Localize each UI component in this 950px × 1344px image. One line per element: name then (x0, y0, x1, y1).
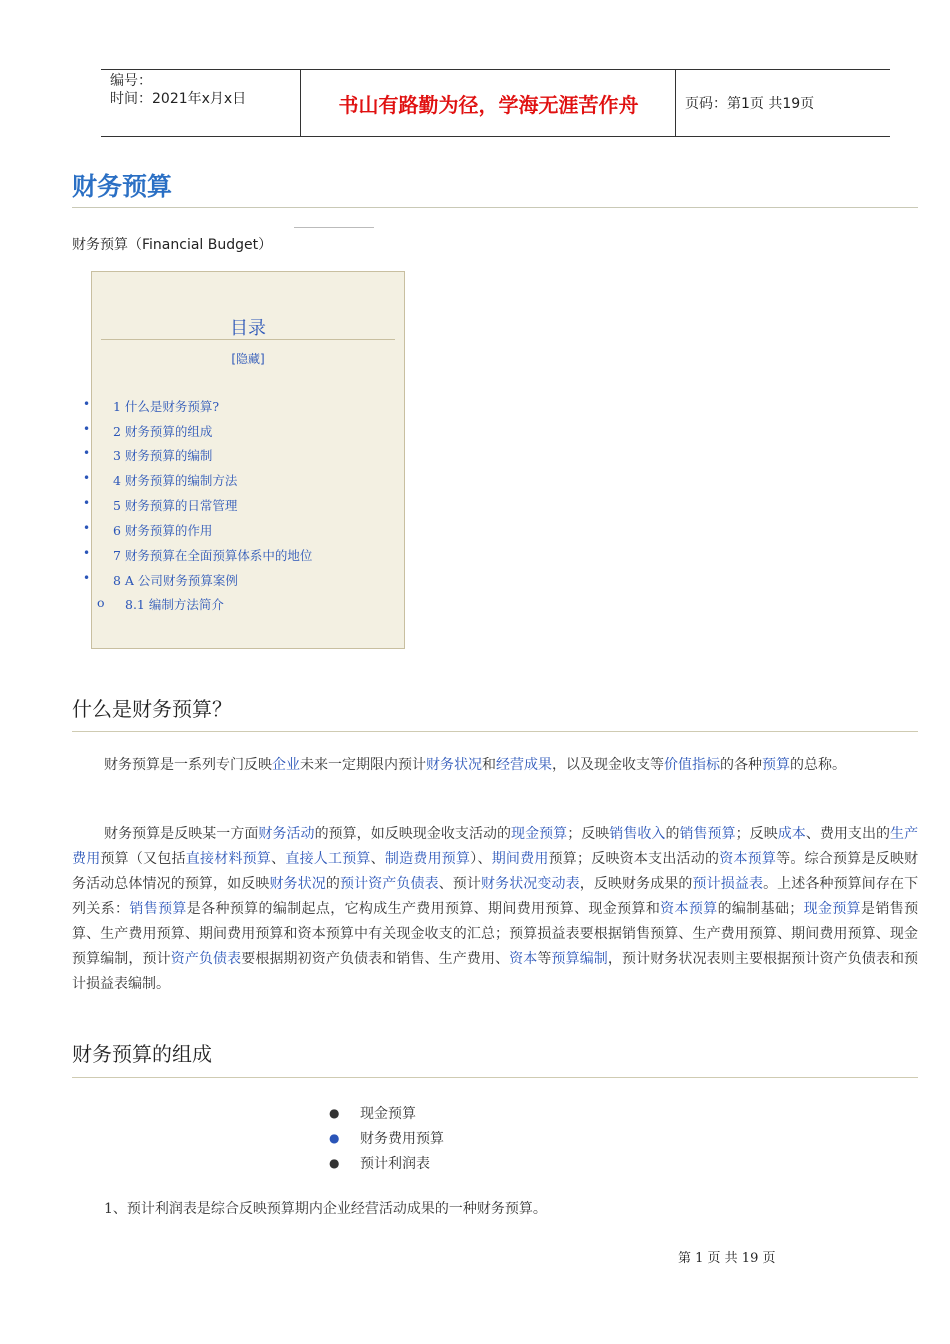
page-title: 财务预算 (72, 172, 173, 201)
bullet-icon: • (83, 471, 91, 485)
paragraph-text: 、费用支出的 (805, 826, 891, 842)
paragraph-text: ）、 (470, 851, 492, 867)
component-item-financial-expense-budget[interactable]: 财务费用预算 (360, 1131, 444, 1147)
header-meta (101, 70, 301, 136)
paragraph-text: 财务预算是一系列专门反映 (104, 757, 272, 773)
paragraph-text: 、预计 (438, 876, 481, 892)
section-divider (72, 731, 918, 732)
section-heading-composition: 财务预算的组成 (72, 1042, 212, 1066)
paragraph-text: 。上述各种预算间存在下列关系： (72, 876, 919, 917)
paragraph-text: 的预算，如反映现金收支活动的 (314, 826, 512, 842)
paragraph-text: ，以及现金收支等 (552, 757, 664, 773)
paragraph-text: ；反映 (567, 826, 610, 842)
paragraph-text: ，预计财务状况表则主要根据预计资产负债表和预计损益表编制。 (72, 951, 919, 992)
section-divider (72, 1077, 918, 1078)
bullet-icon: • (83, 496, 91, 510)
paragraph-text: 等 (537, 951, 552, 967)
toc-title: 目录 (230, 318, 266, 339)
short-divider (294, 227, 374, 228)
component-item-cash-budget: 现金预算 (360, 1106, 416, 1122)
bullet-icon: • (83, 546, 91, 560)
paragraph-text: 的编制基础； (717, 901, 804, 917)
bullet-icon: ● (329, 1106, 340, 1120)
bullet-icon: • (83, 422, 91, 436)
bullet-icon: • (83, 571, 91, 585)
inline-link[interactable]: 销售预算 (129, 901, 187, 917)
inline-link[interactable]: 销售收入 (609, 826, 666, 842)
bullet-icon: ● (329, 1156, 340, 1170)
inline-link[interactable]: 销售预算 (679, 826, 736, 842)
toc-item-3[interactable]: 3 财务预算的编制 (113, 448, 213, 463)
paragraph-text: 的总称。 (790, 757, 846, 773)
paragraph-text: 预算；反映资本支出活动的 (548, 851, 720, 867)
inline-link[interactable]: 财务状况 (426, 757, 482, 773)
inline-link[interactable]: 期间费用 (491, 851, 549, 867)
paragraph-text: 财务预算是反映某一方面 (104, 826, 259, 842)
section-heading-what-is: 什么是财务预算？ (72, 697, 232, 721)
sub-bullet-icon: o (97, 595, 105, 610)
toc-item-8[interactable]: 8 A 公司财务预算案例 (113, 573, 238, 588)
inline-link[interactable]: 经营成果 (496, 757, 552, 773)
paragraph-text: 要根据期初资产负债表和销售、生产费用、 (241, 951, 510, 967)
page-footer: 第 1 页 共 19 页 (678, 1251, 776, 1266)
inline-link[interactable]: 资本预算 (660, 901, 718, 917)
header-motto: 书山有路勤为径，学海无涯苦作舟 (302, 70, 676, 136)
document-header (101, 69, 890, 137)
toc-item-2[interactable]: 2 财务预算的组成 (113, 424, 213, 439)
inline-link[interactable]: 成本 (777, 826, 806, 842)
paragraph-text: ；反映 (735, 826, 778, 842)
time-label: 时间：2021年x月x日 (110, 91, 247, 107)
toc-hide-link[interactable]: [隐藏] (231, 352, 265, 366)
inline-link[interactable]: 价值指标 (664, 757, 720, 773)
paragraph-text: 预算（又包括 (100, 851, 186, 867)
inline-link[interactable]: 生产费用 (72, 826, 919, 867)
inline-link[interactable]: 财务活动 (258, 826, 315, 842)
page-subtitle: 财务预算（Financial Budget） (72, 237, 273, 253)
inline-link[interactable]: 资本 (509, 951, 538, 967)
toc-item-7[interactable]: 7 财务预算在全面预算体系中的地位 (113, 548, 313, 563)
inline-link[interactable]: 预计损益表 (692, 876, 764, 892)
inline-link[interactable]: 制造费用预算 (384, 851, 471, 867)
paragraph-text: 和 (482, 757, 496, 773)
paragraph-text: 、 (370, 851, 385, 867)
header-page-info: 页码：第1页 共19页 (685, 96, 815, 112)
toc-item-6[interactable]: 6 财务预算的作用 (113, 523, 213, 538)
inline-link[interactable]: 财务状况变动表 (481, 876, 580, 892)
inline-link[interactable]: 企业 (272, 757, 300, 773)
paragraph-text: 等。综合预算是反映财务活动总体情况的预算，如反映 (72, 851, 919, 892)
paragraph-text: 的 (325, 876, 340, 892)
inline-link[interactable]: 资本预算 (719, 851, 777, 867)
inline-link[interactable]: 直接人工预算 (285, 851, 371, 867)
toc-divider (101, 339, 395, 340)
paragraph-income-statement: 1、预计利润表是综合反映预算期内企业经营活动成果的一种财务预算。 (104, 1201, 547, 1217)
inline-link[interactable]: 预计资产负债表 (339, 876, 439, 892)
toc-subitem-8-1[interactable]: 8.1 编制方法简介 (125, 597, 224, 612)
inline-link[interactable]: 现金预算 (803, 901, 862, 917)
paragraph-text: 是各种预算的编制起点，它构成生产费用预算、期间费用预算、现金预算和 (186, 901, 661, 917)
paragraph-text: 的各种 (720, 757, 762, 773)
title-divider (72, 207, 918, 208)
paragraph-text: 是销售预算、生产费用预算、期间费用预算和资本预算中有关现金收支的汇总；预算损益表要根据销售预算、生产费用预算、期间费用预算、现金预算编制，预计 (72, 901, 919, 967)
paragraph-relations-body (72, 826, 918, 992)
component-item-projected-income-statement: 预计利润表 (360, 1156, 430, 1172)
paragraph-text: 未来一定期限内预计 (300, 757, 426, 773)
inline-link[interactable]: 现金预算 (511, 826, 568, 842)
inline-link[interactable]: 直接材料预算 (185, 851, 272, 867)
inline-link[interactable]: 预算编制 (551, 951, 608, 967)
bullet-icon: • (83, 521, 91, 535)
inline-link[interactable]: 预算 (762, 757, 790, 773)
paragraph-text: 、 (271, 851, 286, 867)
paragraph-relations (72, 822, 918, 997)
bullet-icon: ● (329, 1131, 340, 1145)
inline-link[interactable]: 财务状况 (269, 876, 326, 892)
paragraph-definition-body (104, 757, 846, 773)
toc-item-1[interactable]: 1 什么是财务预算? (113, 399, 220, 414)
paragraph-text: 的 (665, 826, 680, 842)
paragraph-definition (72, 753, 918, 778)
paragraph-text: ，反映财务成果的 (579, 876, 693, 892)
bullet-icon: • (83, 446, 91, 460)
inline-link[interactable]: 资产负债表 (170, 951, 242, 967)
toc-item-5[interactable]: 5 财务预算的日常管理 (113, 498, 238, 513)
serial-label: 编号： (110, 73, 152, 89)
toc-item-4[interactable]: 4 财务预算的编制方法 (113, 473, 238, 488)
bullet-icon: • (83, 397, 91, 411)
